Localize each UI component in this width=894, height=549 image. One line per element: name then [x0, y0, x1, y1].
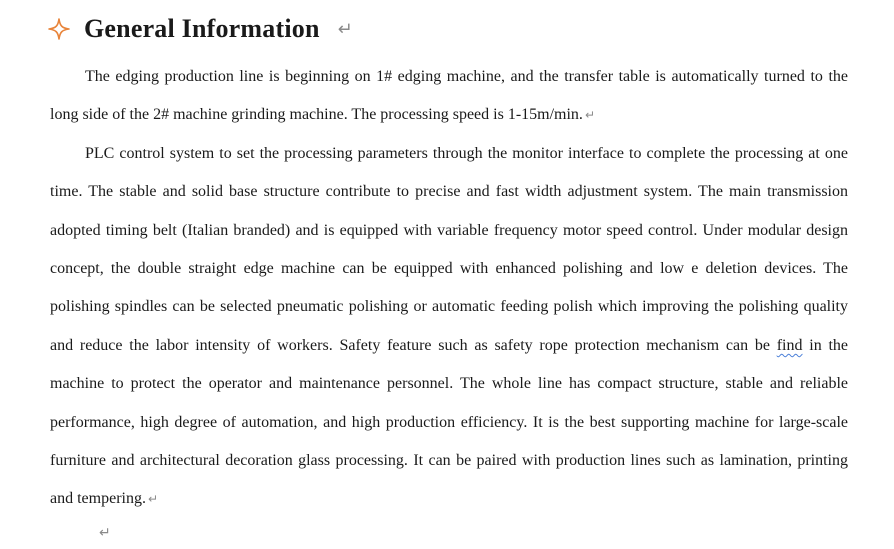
document-body[interactable]: [50, 58, 848, 519]
empty-paragraph-mark-icon[interactable]: ↵: [99, 525, 111, 541]
page-title[interactable]: General Information: [84, 14, 320, 43]
grammar-flagged-word[interactable]: find: [776, 336, 803, 354]
paragraph-mark-icon: ↵: [147, 492, 159, 507]
paragraph-mark-icon: ↵: [337, 18, 353, 40]
paragraph-2-text-start: PLC control system to set the processing parameters through the monitor interface to complete the processing at one time. The stable and solid base structure contribute to precise and fast width adjustment system. The main transmission adopted timing belt (Italian branded) and is equipped with variable frequency motor speed control. Under modular design concept, the double straight edge machine can be equipped with enhanced polishing and low e deletion devices. The polishing spindles can be selected pneumatic polishing or automatic feeding polish which improving the polishing quality and reduce the labor intensity of workers. Safety feature such as safety rope protection mechanism can be: [50, 144, 848, 354]
paragraph-1[interactable]: [50, 58, 848, 135]
paragraph-1-text: The edging production line is beginning on 1# edging machine, and the transfer table is automatically turned to the long side of the 2# machine grinding machine. The processing speed is 1-15m/min.: [50, 68, 848, 124]
paragraph-mark-icon: ↵: [584, 108, 595, 123]
paragraph-2-text-end: in the machine to protect the operator and maintenance personnel. The whole line has compact structure, stable and reliable performance, high degree of automation, and high production efficiency. It is the best supporting machine for large-scale furniture and architectural decoration glass processing. It can be paired with production lines such as lamination, printing and tempering.: [50, 336, 848, 508]
sparkle-icon: [48, 18, 70, 40]
heading-block: [48, 14, 353, 44]
paragraph-2[interactable]: [50, 135, 848, 519]
